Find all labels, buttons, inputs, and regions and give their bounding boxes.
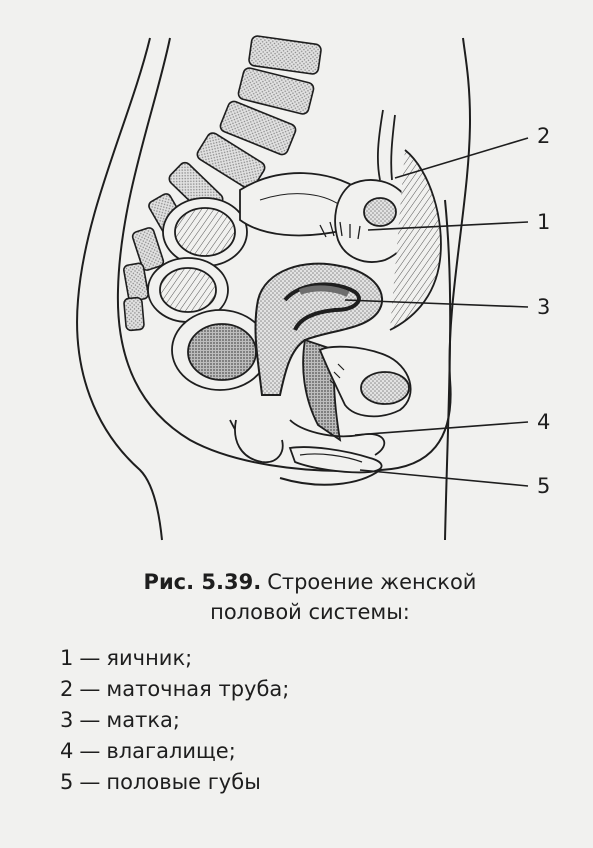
legend-text: яичник; xyxy=(106,646,193,670)
legend-item xyxy=(60,705,289,736)
label-number-4: 4 xyxy=(537,410,551,434)
caption-title-line-2: половой системы: xyxy=(210,600,410,624)
legend-item xyxy=(60,736,289,767)
figure-caption xyxy=(60,567,560,627)
caption-title-line-1: Строение женской xyxy=(267,570,477,594)
caption-line-1 xyxy=(60,567,560,597)
legend-dash: — xyxy=(79,739,101,763)
label-number-5: 5 xyxy=(537,474,551,498)
legend-text: влагалище; xyxy=(106,739,236,763)
figure-number: Рис. 5.39. xyxy=(143,570,262,594)
figure-legend xyxy=(60,643,289,798)
label-numbers xyxy=(537,124,550,498)
legend-number: 3 xyxy=(60,708,74,732)
legend-number: 2 xyxy=(60,677,74,701)
legend-item xyxy=(60,767,289,798)
legend-item xyxy=(60,643,289,674)
legend-dash: — xyxy=(79,708,101,732)
legend-dash: — xyxy=(79,770,101,794)
label-number-2: 2 xyxy=(537,124,551,148)
legend-text: матка; xyxy=(106,708,180,732)
legend-text: половые губы xyxy=(106,770,261,794)
legend-dash: — xyxy=(79,677,101,701)
label-number-3: 3 xyxy=(537,295,551,319)
label-number-1: 1 xyxy=(537,210,551,234)
legend-number: 1 xyxy=(60,646,74,670)
labia xyxy=(235,420,382,472)
legend-dash: — xyxy=(79,646,101,670)
legend-number: 5 xyxy=(60,770,74,794)
legend-text: маточная труба; xyxy=(106,677,290,701)
legend-number: 4 xyxy=(60,739,74,763)
legend-item xyxy=(60,674,289,705)
vagina-and-bladder xyxy=(290,340,411,455)
